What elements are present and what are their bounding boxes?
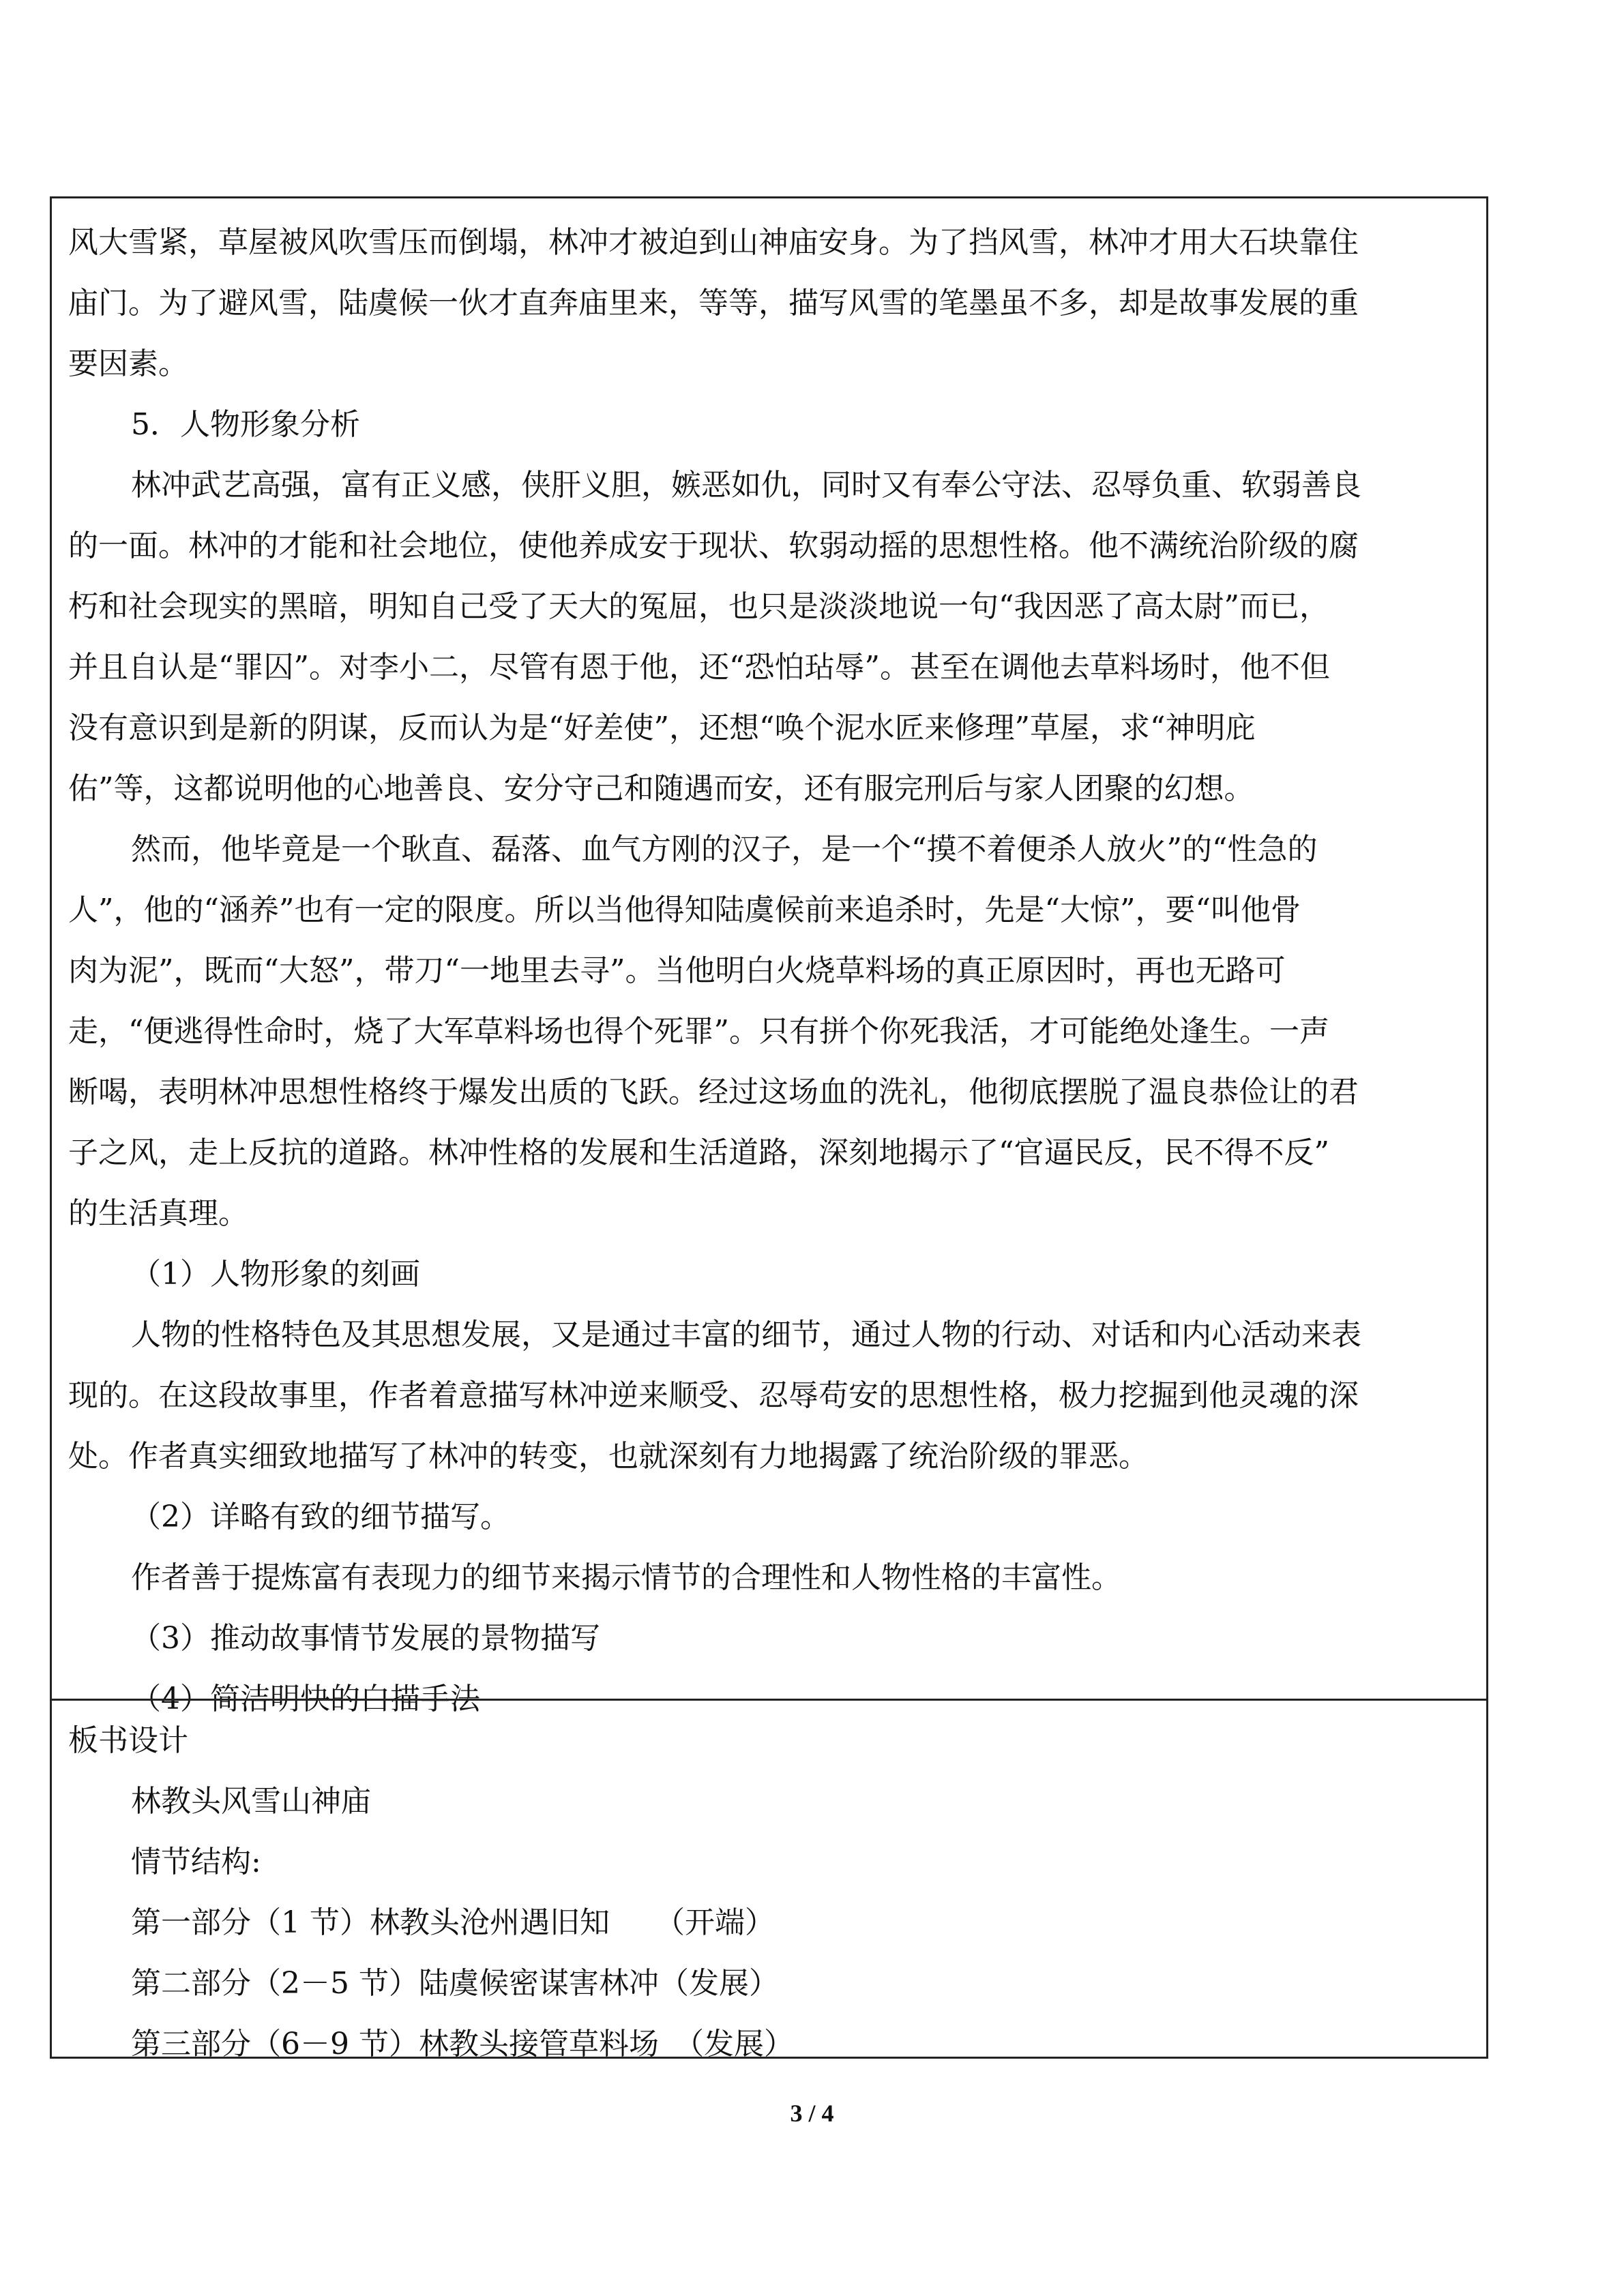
subheading: （1）人物形象的刻画 (131, 1257, 420, 1292)
text-line: 庙门。为了避风雪，陆虞候一伙才直奔庙里来，等等，描写风雪的笔墨虽不多，却是故事发展的重 (68, 286, 1359, 320)
text-line: 林冲武艺高强，富有正义感，侠肝义胆，嫉恶如仇，同时又有奉公守法、忍辱负重、软弱善良 (131, 468, 1361, 503)
text-line: 要因素。 (68, 346, 188, 381)
text-line: 的生活真理。 (68, 1196, 248, 1231)
structure-part: 第二部分（2－5 节）陆虞候密谋害林冲（发展） (131, 1966, 779, 2001)
text-line: 人”，他的“涵养”也有一定的限度。所以当他得知陆虞候前来追杀时，先是“大惊”，要“叫他骨 (68, 893, 1301, 927)
text-line: 人物的性格特色及其思想发展，又是通过丰富的细节，通过人物的行动、对话和内心活动来表 (131, 1317, 1361, 1352)
text-line: 肉为泥”，既而“大怒”，带刀“一地里去寻”。当他明白火烧草料场的真正原因时，再也无路可 (68, 953, 1286, 988)
text-line: 现的。在这段故事里，作者着意描写林冲逆来顺受、忍辱苟安的思想性格，极力挖掘到他灵魂的深 (68, 1378, 1359, 1413)
page-number: 3 / 4 (790, 2100, 834, 2127)
board-title: 林教头风雪山神庙 (131, 1784, 371, 1819)
structure-label: 情节结构: (131, 1845, 261, 1879)
text-line: 并且自认是“罪囚”。对李小二，尽管有恩于他，还“恐怕玷辱”。甚至在调他去草料场时，他不但 (68, 650, 1330, 685)
text-line: 然而，他毕竟是一个耿直、磊落、血气方刚的汉子，是一个“摸不着便杀人放火”的“性急的 (131, 832, 1318, 867)
content-table (50, 196, 1488, 2059)
structure-part: 第三部分（6－9 节）林教头接管草料场 （发展） (131, 2027, 794, 2061)
text-line: 佑”等，这都说明他的心地善良、安分守己和随遇而安，还有服完刑后与家人团聚的幻想。 (68, 771, 1254, 806)
text-line: 断喝，表明林冲思想性格终于爆发出质的飞跃。经过这场血的洗礼，他彻底摆脱了温良恭俭让的君 (68, 1075, 1359, 1109)
subheading: （2）详略有致的细节描写。 (131, 1500, 510, 1534)
board-design-cell (68, 1710, 1473, 2074)
text-line: 没有意识到是新的阴谋，反而认为是“好差使”，还想“唤个泥水匠来修理”草屋，求“神明庇 (68, 711, 1256, 745)
structure-part: 第一部分（1 节）林教头沧州遇旧知 （开端） (131, 1905, 775, 1940)
board-design-heading: 板书设计 (68, 1723, 188, 1758)
text-line: 作者善于提炼富有表现力的细节来揭示情节的合理性和人物性格的丰富性。 (131, 1560, 1121, 1595)
teaching-content-cell (68, 212, 1473, 1729)
subheading: 5．人物形象分析 (131, 407, 360, 442)
row-divider (52, 1699, 1486, 1701)
text-line: 处。作者真实细致地描写了林冲的转变，也就深刻有力地揭露了统治阶级的罪恶。 (68, 1439, 1149, 1474)
subheading: （3）推动故事情节发展的景物描写 (131, 1621, 600, 1656)
text-line: 走，“便逃得性命时，烧了大军草料场也得个死罪”。只有拼个你死我活，才可能绝处逢生。一声 (68, 1014, 1329, 1049)
text-line: 风大雪紧，草屋被风吹雪压而倒塌，林冲才被迫到山神庙安身。为了挡风雪，林冲才用大石块靠住 (68, 225, 1359, 260)
text-line: 子之风，走上反抗的道路。林冲性格的发展和生活道路，深刻地揭示了“官逼民反，民不得不反” (68, 1135, 1329, 1170)
text-line: 朽和社会现实的黑暗，明知自己受了天大的冤屈，也只是淡淡地说一句“我因恶了高太尉”而已， (68, 589, 1329, 624)
subheading: （4）简洁明快的白描手法 (131, 1682, 480, 1716)
text-line: 的一面。林冲的才能和社会地位，使他养成安于现状、软弱动摇的思想性格。他不满统治阶级的腐 (68, 528, 1359, 563)
